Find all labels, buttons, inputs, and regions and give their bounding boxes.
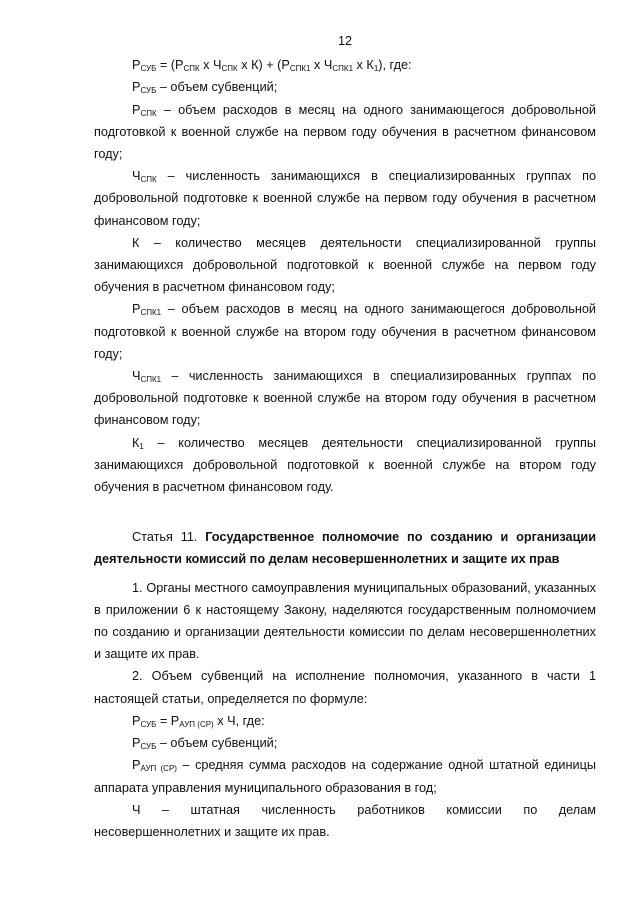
definition-rspk: $Р_{СПК}$ – объем расходов в месяц на одного занимающегося добровольной подготовкой к военной службе на первом году обучения в расчетном финансовом году;: [94, 102, 596, 162]
paragraph-1: 1. Органы местного самоуправления муниципальных образований, указанных в приложении 6 к настоящему Закону, наделяются государственным полномочием по созданию и организации деятельности комиссии по делам несовершеннолетних и защите их прав.: [94, 580, 596, 662]
definition-chspk1: $Ч_{СПК1}$ – численность занимающихся в специализированных группах по добровольной подготовке к военной службе на втором году обучения в расчетном финансовом году;: [94, 369, 596, 428]
definition-k: К – количество месяцев деятельности специализированной группы занимающихся добровольной подготовкой к военной службе на первом году обучения в расчетном финансовом году;: [94, 235, 596, 295]
formula-subvention-military: $Р_{СУБ} = (Р_{СПК}$ х $Ч_{СПК}$ х $К) + (Р_{СПК1}$ х $Ч_{СПК1}$ х $К_1$), где:: [132, 58, 412, 74]
definition-chspk: $Ч_{СПК}$ – численность занимающихся в специализированных группах по добровольной подготовке к военной службе на первом году обучения в расчетном финансовом году;: [94, 169, 596, 228]
paragraph-2: 2. Объем субвенций на исполнение полномочия, указанного в части 1 настоящей статьи, определяется по формуле:: [94, 669, 596, 706]
definition-rsub: $Р_{СУБ}$ – объем субвенций;: [132, 80, 278, 96]
article-11-heading: [94, 526, 596, 570]
article-label: Статья 11.: [132, 530, 198, 545]
definition-k1: $К_1$ – количество месяцев деятельности специализированной группы занимающихся добровольной подготовкой к военной службе на втором году обучения в расчетном финансовом году.: [94, 435, 596, 495]
definition2-raup: $Р_{АУП (СР)}$ – средняя сумма расходов на содержание одной штатной единицы аппарата управления муниципального образования в год;: [94, 758, 596, 795]
definition2-ch: Ч – штатная численность работников комиссии по делам несовершеннолетних и защите их прав.: [94, 802, 596, 839]
formula-subvention-commission: $Р_{СУБ} = Р_{АУП (СР)}$ х Ч, где:: [132, 713, 265, 729]
page-number: 12: [337, 34, 353, 48]
definition2-rsub: $Р_{СУБ}$ – объем субвенций;: [132, 736, 278, 752]
article-title: Государственное полномочие по созданию и организации деятельности комиссий по делам несовершеннолетних и защите их прав: [94, 530, 596, 567]
definition-rspk1: $Р_{СПК1}$ – объем расходов в месяц на одного занимающегося добровольной подготовкой к военной службе на втором году обучения в расчетном финансовом году;: [94, 302, 596, 361]
